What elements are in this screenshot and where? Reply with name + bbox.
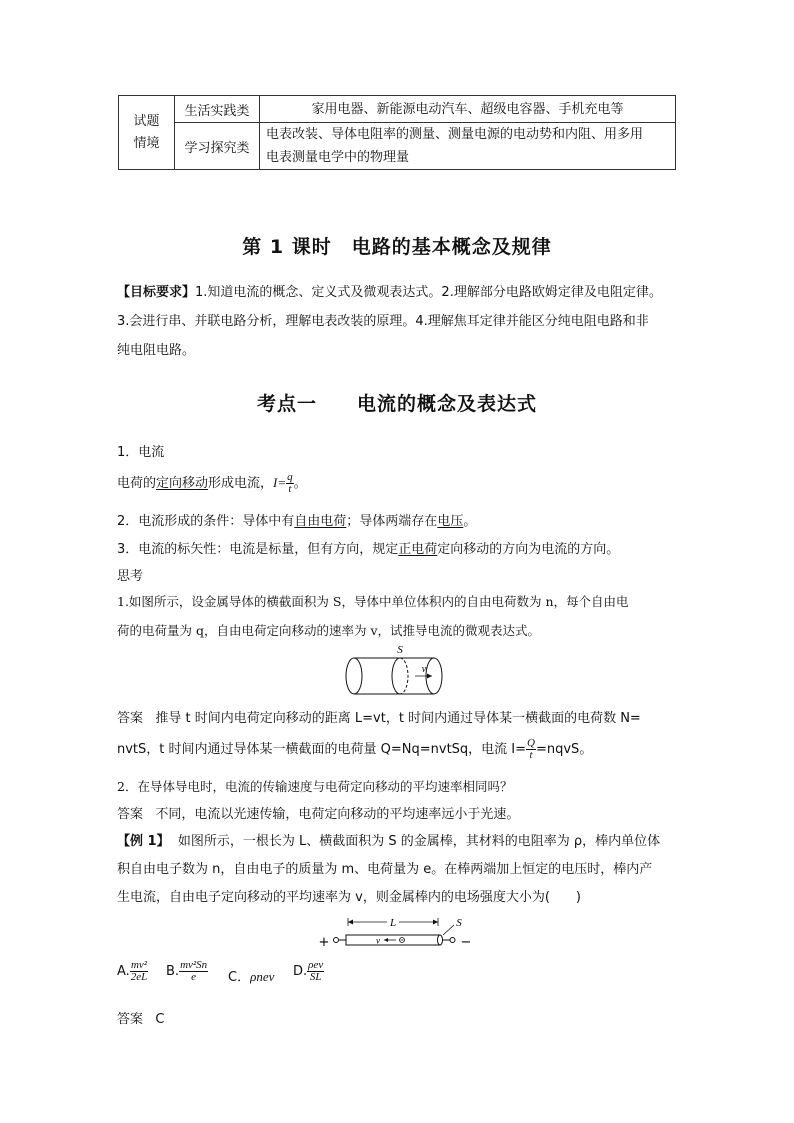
fig2-l-label: L bbox=[389, 917, 397, 929]
option-d-den: SL bbox=[307, 971, 324, 983]
objectives-line3: 纯电阻电路。 bbox=[117, 343, 196, 358]
ex1-text1: 如图所示，一根长为 L、横截面积为 S 的金属棒，其材料的电阻率为 ρ，棒内单位体 bbox=[177, 834, 661, 849]
a2-text: 不同，电流以光速传输，电荷定向移动的平均速率远小于光速。 bbox=[155, 807, 520, 822]
lesson-title: 第 1 课时 电路的基本概念及规律 bbox=[242, 236, 552, 258]
option-b-fraction bbox=[179, 960, 208, 983]
fig2-plus: + bbox=[318, 935, 330, 950]
option-c-label: C． bbox=[228, 970, 251, 985]
a1-num: Q bbox=[527, 737, 535, 749]
ex1-line3: 生电流，自由电子定向移动的平均速率为 v，则金属棒内的电场强度大小为( ) bbox=[117, 890, 581, 905]
ex1-tag: 【例 1】 bbox=[117, 834, 170, 849]
a1-text2-post: =nqvS。 bbox=[535, 742, 593, 757]
option-c-text: ρnev bbox=[250, 969, 275, 984]
a2-tag: 答案 bbox=[117, 807, 144, 822]
think-label: 思考 bbox=[117, 569, 144, 584]
fig2-s-label: S bbox=[456, 917, 462, 929]
p2-underline2: 电压 bbox=[437, 514, 464, 529]
option-a bbox=[117, 960, 148, 983]
q1-line1: 1.如图所示，设金属导体的横截面积为 S，导体中单位体积内的自由电荷数为 n，每个自由电 bbox=[117, 594, 629, 609]
p3-line bbox=[117, 538, 619, 557]
table-row1-category: 生活实践类 bbox=[175, 96, 260, 123]
table-row2-cell bbox=[260, 123, 676, 170]
option-b-label: B. bbox=[166, 964, 180, 979]
option-a-fraction bbox=[130, 960, 149, 983]
fig1-v-label: v bbox=[421, 664, 427, 675]
option-b bbox=[166, 960, 208, 983]
a1-den: t bbox=[526, 749, 536, 761]
fig2-v-label: v bbox=[376, 935, 380, 946]
p1-underline: 定向移动 bbox=[156, 476, 209, 491]
option-d bbox=[293, 960, 324, 983]
a1-fraction bbox=[526, 738, 536, 761]
option-d-label: D. bbox=[293, 964, 308, 979]
option-a-num: mv² bbox=[130, 959, 148, 971]
a2-line bbox=[117, 803, 519, 822]
p1-den: t bbox=[286, 483, 294, 495]
p1-heading: 1．电流 bbox=[117, 445, 165, 460]
objectives-line2: 3.会进行串、并联电路分析，理解电表改装的原理。4.理解焦耳定律并能区分纯电阻电路和非 bbox=[117, 314, 649, 329]
q2-line: 2．在导体导电时，电流的传输速度与电荷定向移动的平均速率相同吗？ bbox=[117, 779, 513, 794]
a1-line2 bbox=[117, 738, 592, 761]
a1-tag: 答案 bbox=[117, 711, 144, 726]
p3-end: 定向移动的方向为电流的方向。 bbox=[437, 542, 620, 557]
conductor-cylinder-figure bbox=[340, 642, 452, 698]
a1-text2-pre: nvtS，t 时间内通过导体某一横截面的电荷量 Q=Nq=nvtSq，电流 I= bbox=[117, 742, 527, 757]
ex1-line1 bbox=[117, 830, 660, 849]
option-a-label: A. bbox=[117, 964, 130, 979]
p1-post: 形成电流， bbox=[208, 476, 274, 491]
option-b-num: mv²Sn bbox=[180, 959, 208, 971]
p2-line bbox=[117, 510, 476, 529]
table-head-cell bbox=[119, 96, 175, 170]
a1-text1: 推导 t 时间内电荷定向移动的距离 L=vt，t 时间内通过导体某一横截面的电荷数 N= bbox=[155, 711, 641, 726]
objectives-line1 bbox=[117, 281, 662, 300]
p3-underline: 正电荷 bbox=[398, 542, 438, 557]
final-answer-tag: 答案 bbox=[117, 1012, 144, 1027]
table-head-text: 试题 情境 bbox=[133, 113, 160, 151]
table-row2-line2: 电表测量电学中的物理量 bbox=[266, 150, 410, 165]
p1-num: q bbox=[287, 471, 293, 483]
a1-line1 bbox=[117, 707, 641, 726]
p1-fraction bbox=[286, 472, 294, 495]
table-row2-category: 学习探究类 bbox=[175, 123, 260, 170]
table-row2-line1: 电表改装、导体电阻率的测量、测量电源的电动势和内阻、用多用 bbox=[266, 127, 644, 142]
p3-pre: 3．电流的标矢性：电流是标量，但有方向，规定 bbox=[117, 542, 399, 557]
final-answer bbox=[117, 1008, 165, 1027]
option-a-den: 2eL bbox=[130, 971, 148, 983]
p2-underline1: 自由电荷 bbox=[294, 514, 347, 529]
table-row1-text: 家用电器、新能源电动汽车、超级电容器、手机充电等 bbox=[260, 96, 676, 123]
p1-eq: I= bbox=[273, 475, 287, 490]
p2-mid: ；导体两端存在 bbox=[346, 514, 438, 529]
objectives-tag: 【目标要求】 bbox=[117, 285, 196, 300]
p2-pre: 2．电流形成的条件：导体中有 bbox=[117, 514, 295, 529]
metal-rod-figure bbox=[316, 913, 482, 953]
context-table bbox=[118, 95, 676, 170]
objectives-text1: 1.知道电流的概念、定义式及微观表达式。2.理解部分电路欧姆定律及电阻定律。 bbox=[195, 285, 662, 300]
q1-line2: 荷的电荷量为 q，自由电荷定向移动的速率为 v，试推导电流的微观表达式。 bbox=[117, 623, 541, 638]
p2-end: 。 bbox=[463, 514, 477, 529]
final-answer-value: C bbox=[155, 1012, 165, 1027]
option-b-den: e bbox=[179, 971, 208, 983]
p1-end: 。 bbox=[293, 476, 307, 491]
p1-line bbox=[117, 472, 307, 495]
option-d-num: ρev bbox=[308, 959, 324, 971]
p1-pre: 电荷的 bbox=[117, 476, 157, 491]
fig2-minus: − bbox=[460, 935, 472, 950]
fig1-s-label: S bbox=[397, 644, 403, 656]
option-d-fraction bbox=[307, 960, 324, 983]
option-c bbox=[228, 966, 274, 985]
section-title: 考点一 电流的概念及表达式 bbox=[256, 393, 537, 415]
ex1-line2: 积自由电子数为 n，自由电子的质量为 m、电荷量为 e。在棒两端加上恒定的电压时，棒内产 bbox=[117, 862, 653, 877]
